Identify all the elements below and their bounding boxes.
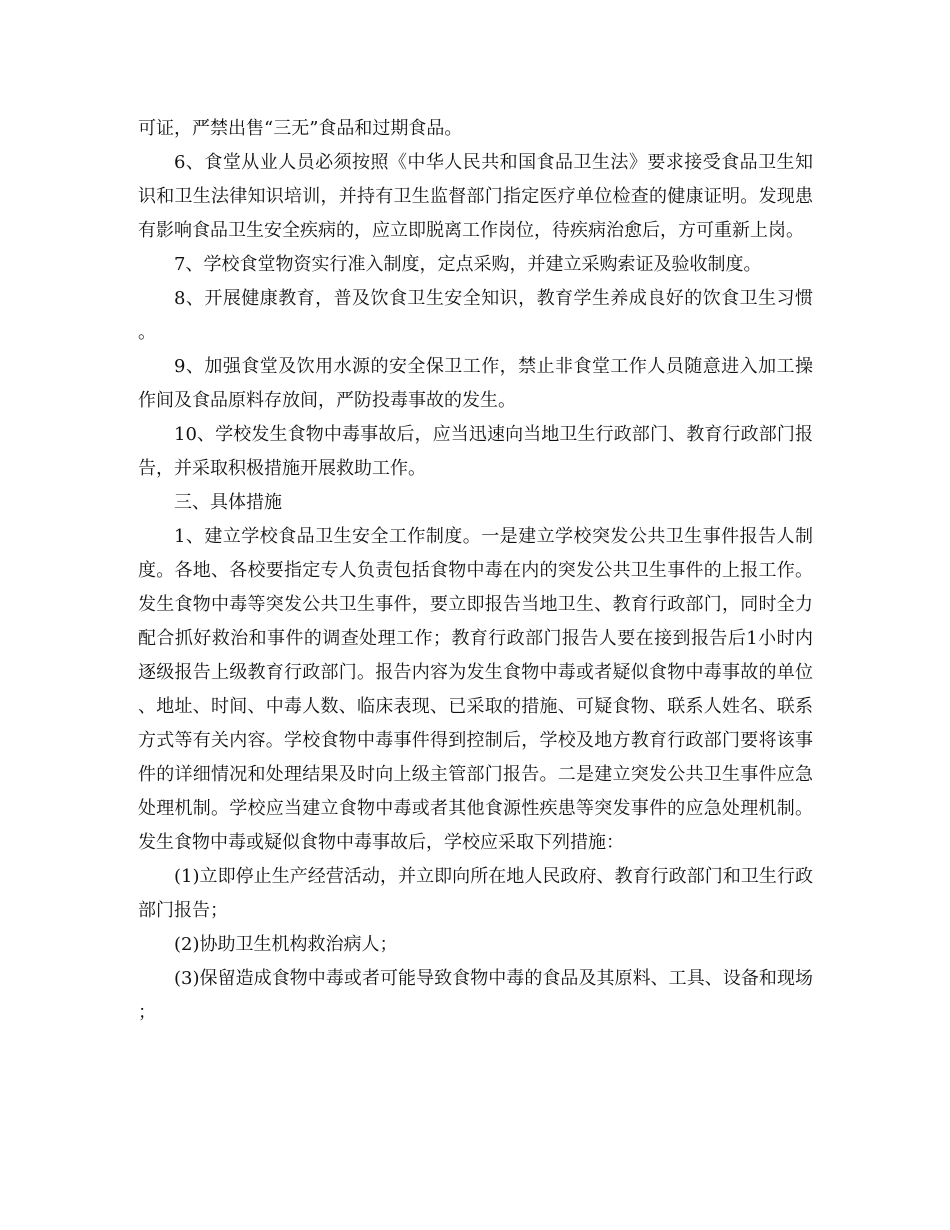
paragraph-step-3: (3)保留造成食物中毒或者可能导致食物中毒的食品及其原料、工具、设备和现场； xyxy=(138,968,813,1023)
paragraph-measure-1: 1、建立学校食品卫生安全工作制度。一是建立学校突发公共卫生事件报告人制度。各地、各校要指定专人负责包括食物中毒在内的突发公共卫生事件的上报工作。发生食物中毒等突发公共卫生事件，要立即报告当地卫生、教育行政部门，同时全力配合抓好救治和事件的调查处理工作；教育行政部门报告人要在接到报告后1小时内逐级报告上级教育行政部门。报告内容为发生食物中毒或者疑似食物中毒事故的单位、地址、时间、中毒人数、临床表现、已采取的措施、可疑食物、联系人姓名、联系方式等有关内容。学校食物中毒事件得到控制后，学校及地方教育行政部门要将该事件的详细情况和处理结果及时向上级主管部门报告。二是建立突发公共卫生事件应急处理机制。学校应当建立食物中毒或者其他食源性疾患等突发事件的应急处理机制。发生食物中毒或疑似食物中毒事故后，学校应采取下列措施： xyxy=(138,526,813,853)
document-page xyxy=(138,112,813,1030)
section-heading: 三、具体措施 xyxy=(174,492,282,513)
paragraph-item-6: 6、食堂从业人员必须按照《中华人民共和国食品卫生法》要求接受食品卫生知识和卫生法律知识培训，并持有卫生监督部门指定医疗单位检查的健康证明。发现患有影响食品卫生安全疾病的，应立即脱离工作岗位，待疾病治愈后，方可重新上岗。 xyxy=(138,152,813,241)
paragraph-item-8: 8、开展健康教育，普及饮食卫生安全知识，教育学生养成良好的饮食卫生习惯。 xyxy=(138,288,813,343)
paragraph-continuation: 可证，严禁出售“三无”食品和过期食品。 xyxy=(138,118,463,139)
paragraph-item-7: 7、学校食堂物资实行准入制度，定点采购，并建立采购索证及验收制度。 xyxy=(174,254,762,275)
paragraph-step-1: (1)立即停止生产经营活动，并立即向所在地人民政府、教育行政部门和卫生行政部门报告； xyxy=(138,866,813,921)
paragraph-step-2: (2)协助卫生机构救治病人； xyxy=(174,934,398,955)
paragraph-item-10: 10、学校发生食物中毒事故后，应当迅速向当地卫生行政部门、教育行政部门报告，并采取积极措施开展救助工作。 xyxy=(138,424,813,479)
paragraph-item-9: 9、加强食堂及饮用水源的安全保卫工作，禁止非食堂工作人员随意进入加工操作间及食品原料存放间，严防投毒事故的发生。 xyxy=(138,356,813,411)
